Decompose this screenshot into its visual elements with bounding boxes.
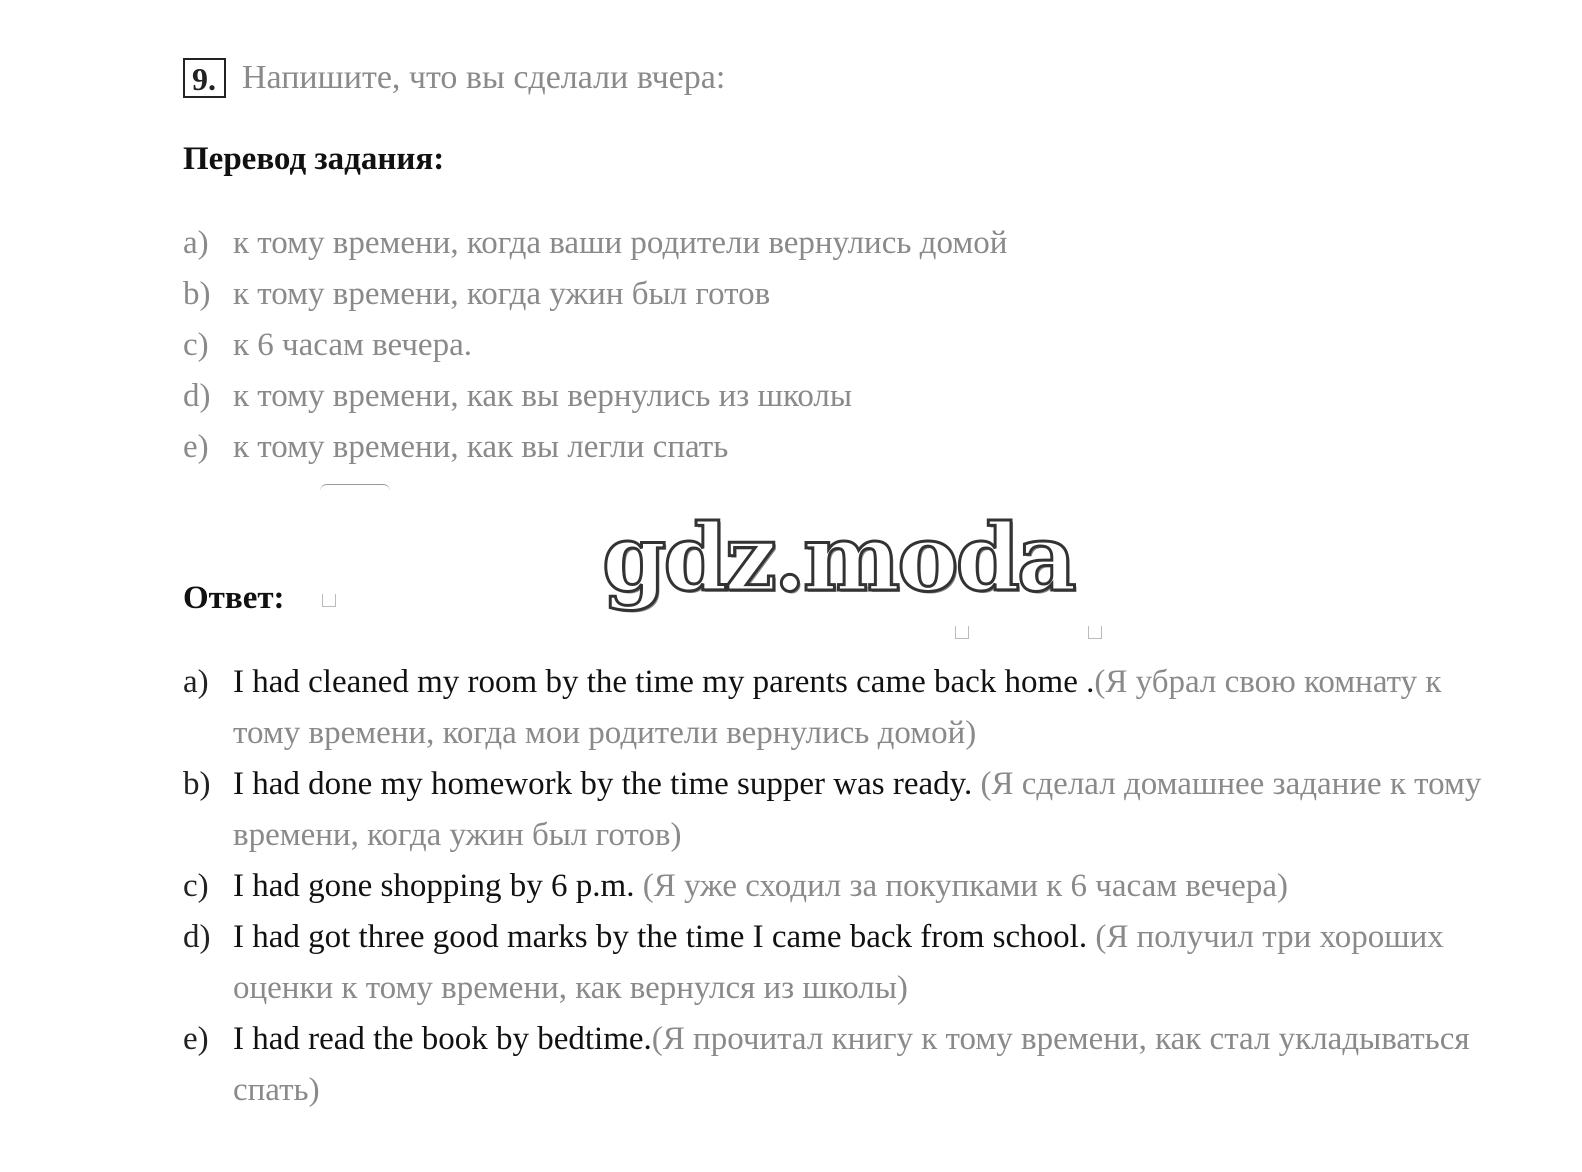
- answer-russian: (Я убрал свою комнату к тому времени, когда мои родители вернулись домой): [233, 664, 1442, 751]
- list-item-text: [233, 1014, 1503, 1116]
- decorative-stroke: [320, 484, 390, 491]
- answer-russian: (Я сделал домашнее задание к тому времени, когда ужин был готов): [233, 766, 1482, 853]
- list-marker: a): [183, 225, 209, 261]
- task-instruction: Напишите, что вы сделали вчера:: [242, 59, 726, 96]
- list-item-text: к тому времени, как вы вернулись из школы: [233, 378, 853, 414]
- translation-heading: Перевод задания:: [183, 141, 445, 177]
- list-marker: d): [183, 919, 211, 955]
- answer-english: I had got three good marks by the time I came back from school.: [233, 919, 1096, 955]
- list-item-text: [233, 861, 1503, 912]
- answer-russian: (Я уже сходил за покупками к 6 часам вечера): [642, 868, 1288, 904]
- list-item: [183, 759, 1503, 861]
- answer-russian: (Я получил три хороших оценки к тому времени, как вернулся из школы): [233, 919, 1444, 1006]
- list-item-text: [233, 759, 1503, 861]
- answer-english: I had cleaned my room by the time my parents came back home .: [233, 664, 1095, 700]
- decorative-mark: [955, 626, 969, 639]
- list-item-text: [233, 912, 1503, 1014]
- watermark-logo: gdz.moda: [602, 504, 1074, 612]
- list-marker: c): [183, 327, 209, 363]
- list-item: [183, 371, 1007, 422]
- decorative-mark: [322, 594, 336, 607]
- list-marker: a): [183, 664, 209, 700]
- translation-list: [183, 218, 1007, 473]
- task-number: 9.: [183, 58, 226, 98]
- list-marker: e): [183, 1021, 209, 1057]
- answer-english: I had read the book by bedtime.: [233, 1021, 652, 1057]
- list-item: [183, 218, 1007, 269]
- list-marker: b): [183, 276, 211, 312]
- list-marker: c): [183, 868, 209, 904]
- list-item: [183, 1014, 1503, 1116]
- list-item-text: к 6 часам вечера.: [233, 327, 472, 363]
- answer-english: I had gone shopping by 6 p.m.: [233, 868, 643, 904]
- list-item: [183, 657, 1503, 759]
- list-marker: b): [183, 766, 211, 802]
- list-item: [183, 320, 1007, 371]
- list-item: [183, 861, 1503, 912]
- list-item-text: к тому времени, когда ваши родители вернулись домой: [233, 225, 1008, 261]
- list-marker: d): [183, 378, 211, 414]
- list-item-text: к тому времени, когда ужин был готов: [233, 276, 771, 312]
- list-item-text: к тому времени, как вы легли спать: [233, 429, 729, 465]
- list-marker: e): [183, 429, 209, 465]
- decorative-mark: [1088, 626, 1102, 639]
- list-item: [183, 269, 1007, 320]
- answer-list: [183, 657, 1503, 1116]
- list-item: [183, 422, 1007, 473]
- answer-russian: (Я прочитал книгу к тому времени, как стал укладываться спать): [233, 1021, 1470, 1108]
- answer-heading: Ответ:: [183, 580, 285, 616]
- task-header: [183, 58, 725, 98]
- answer-english: I had done my homework by the time supper was ready.: [233, 766, 981, 802]
- list-item-text: [233, 657, 1503, 759]
- list-item: [183, 912, 1503, 1014]
